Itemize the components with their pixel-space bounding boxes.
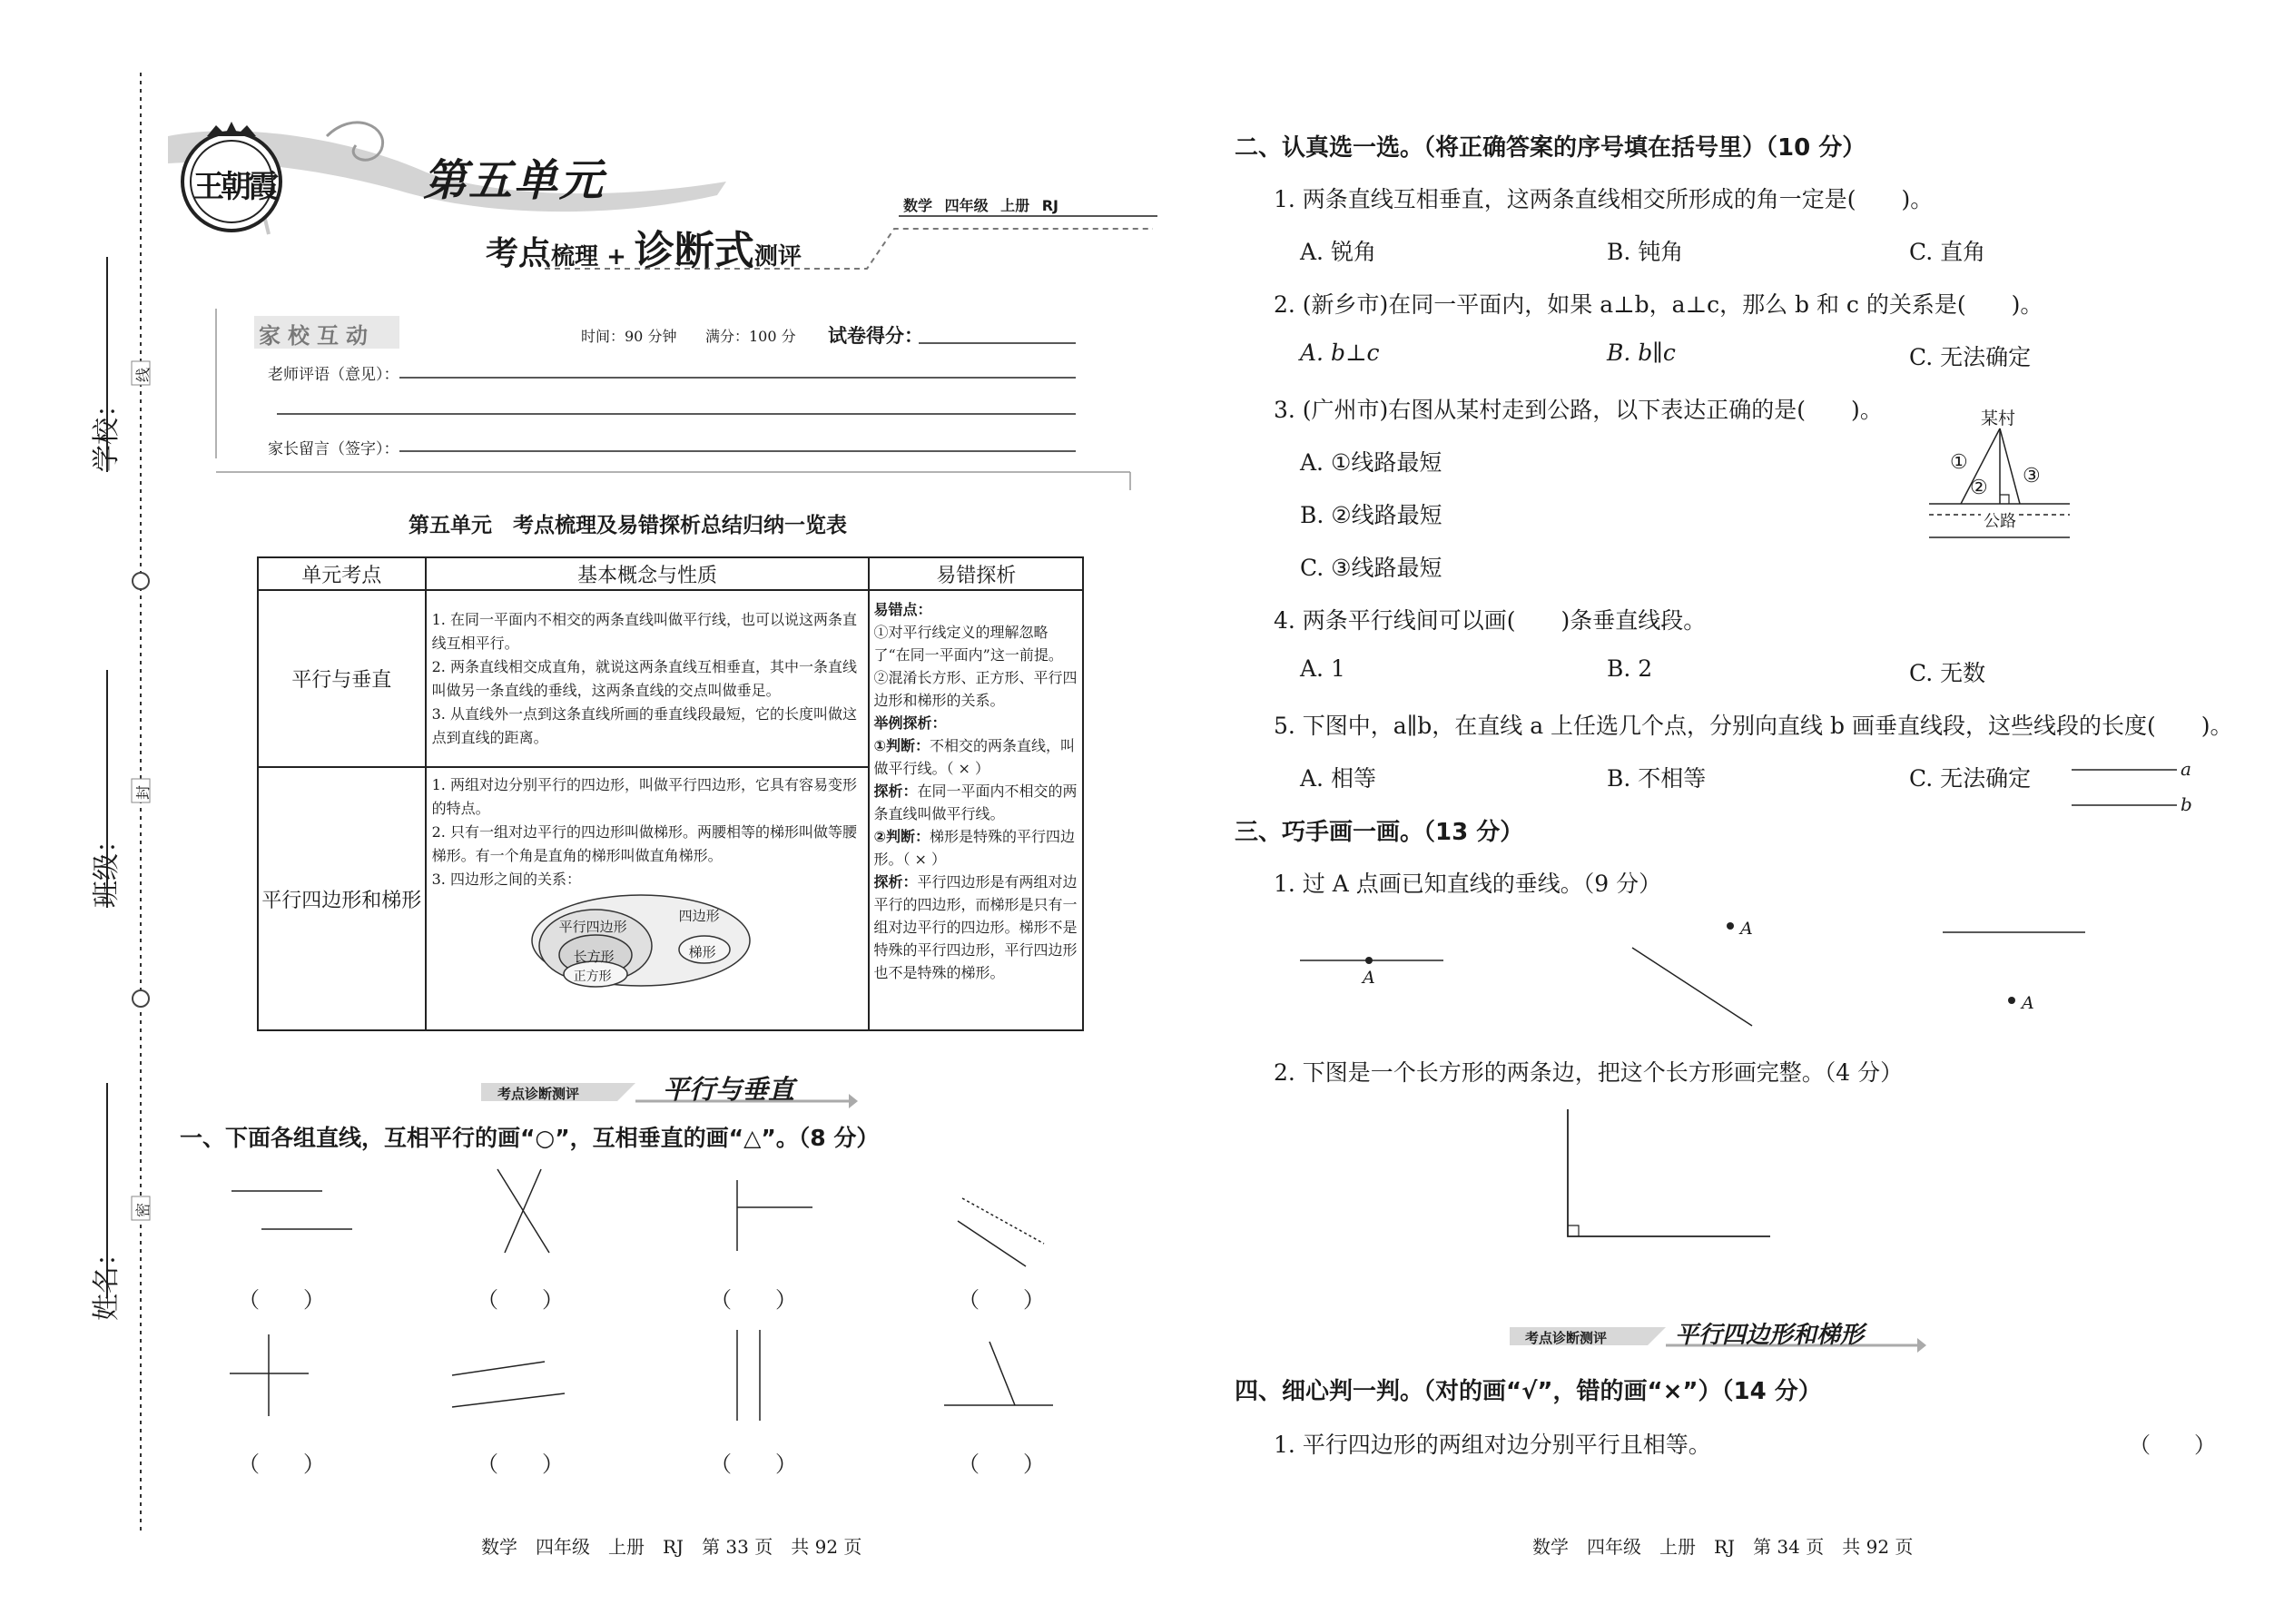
judge-2-text: 梯形是特殊的平行四边形。: [873, 828, 1076, 868]
pitfall-error-2: ②混淆长方形、正方形、平行四边形和梯形的关系。: [873, 669, 1078, 709]
topic-parallel: 平行与垂直: [258, 590, 426, 767]
score-label: 试卷得分：: [828, 325, 923, 347]
label-route-3: ③: [2023, 465, 2041, 487]
class-label: 班级：: [91, 826, 123, 908]
q3-1-stem: 1. 过 A 点画已知直线的垂线。（9 分）: [1274, 871, 1662, 897]
q2-2-option-a[interactable]: A. b⊥c: [1300, 340, 1380, 366]
judge-2-answer: （ × ）: [902, 851, 947, 868]
q2-4-stem: 4. 两条平行线间可以画( )条垂直线段。: [1274, 607, 1707, 634]
label-line-a: a: [2181, 758, 2191, 780]
label-road: 公路: [1981, 508, 2019, 532]
header-topic: 单元考点: [258, 557, 426, 590]
q4-1-answer-blank[interactable]: （ ）: [2129, 1432, 2216, 1458]
concept-item: 3. 从直线外一点到这条直线所画的垂直线段最短，它的长度叫做这点到直线的距离。: [431, 704, 857, 746]
concept-item: 1. 两组对边分别平行的四边形，叫做平行四边形，它具有容易变形的特点。: [431, 776, 857, 817]
q2-2-option-b[interactable]: B. b∥c: [1607, 340, 1676, 366]
full-score: 满分：100 分: [705, 328, 796, 345]
q2-1-option-a[interactable]: A. 锐角: [1300, 239, 1376, 265]
analysis-1-text: 在同一平面内不相交的两条直线叫做平行线。: [873, 782, 1078, 822]
point-a-label-2: A: [1740, 919, 1753, 939]
concept-item: 1. 在同一平面内不相交的两条直线叫做平行线，也可以说这两条直线互相平行。: [431, 610, 857, 652]
footer-right: 数学 四年级 上册 RJ 第 34 页 共 92 页: [1532, 1536, 1914, 1558]
label-rectangle: 长方形: [573, 949, 615, 965]
answer-blank-4[interactable]: （ ）: [958, 1287, 1045, 1313]
judge-1-text: 不相交的两条直线，叫做平行线。: [873, 737, 1076, 777]
header-concept: 基本概念与性质: [426, 557, 870, 590]
section-2-title: 二、认真选一选。（将正确答案的序号填在括号里）（10 分）: [1235, 134, 1866, 162]
q2-5-option-a[interactable]: A. 相等: [1300, 765, 1376, 792]
q4-1-stem: 1. 平行四边形的两组对边分别平行且相等。: [1274, 1432, 1711, 1458]
example-title: 举例探析：: [873, 714, 947, 732]
label-square: 正方形: [573, 969, 612, 984]
answer-blank-5[interactable]: （ ）: [238, 1452, 325, 1477]
q2-5-option-c[interactable]: C. 无法确定: [1909, 765, 2032, 792]
banner-1-title: 平行与垂直: [663, 1074, 795, 1105]
label-quadrilateral: 四边形: [678, 908, 720, 924]
answer-blank-2[interactable]: （ ）: [477, 1287, 564, 1313]
book-info: 数学 四年级 上册 RJ: [903, 197, 1058, 214]
logo: 王朝霞: [193, 169, 275, 205]
q2-2-stem: 2. (新乡市)在同一平面内，如果 a⊥b，a⊥c，那么 b 和 c 的关系是( )。: [1274, 291, 2043, 318]
q3-2-stem: 2. 下图是一个长方形的两条边，把这个长方形画完整。（4 分）: [1274, 1059, 1904, 1086]
concept-item: 2. 两条直线相交成直角，就说这两条直线互相垂直，其中一条直线叫做另一条直线的垂线，这两条直线的交点叫做垂足。: [431, 657, 857, 699]
q2-4-option-c[interactable]: C. 无数: [1909, 660, 1986, 686]
topic-quadrilateral: 平行四边形和梯形: [258, 767, 426, 1030]
pitfall-error-1: ①对平行线定义的理解忽略了“在同一平面内”这一前提。: [873, 624, 1063, 664]
home-school-badge: 家校互动: [259, 323, 375, 349]
concept-item: 2. 只有一组对边平行的四边形叫做梯形。两腰相等的梯形叫做等腰梯形。有一个角是直角的梯形叫做直角梯形。: [431, 823, 857, 864]
answer-blank-7[interactable]: （ ）: [710, 1452, 797, 1477]
header-subtitle: 考点梳理 + 诊断式测评: [486, 228, 802, 274]
banner-2-tag: 考点诊断测评: [1525, 1330, 1608, 1346]
summary-title: 第五单元 考点梳理及易错探析总结归纳一览表: [409, 514, 847, 537]
section-4-title: 四、细心判一判。（对的画“√”，错的画“×”）（14 分）: [1235, 1378, 1822, 1405]
q2-4-option-b[interactable]: B. 2: [1607, 655, 1653, 682]
judge-1-label: ①判断：: [873, 737, 930, 754]
cut-mark-secret: 密: [134, 1202, 152, 1217]
analysis-2-label: 探析：: [873, 873, 918, 891]
judge-2-label: ②判断：: [873, 828, 930, 845]
name-label: 姓名：: [91, 1239, 123, 1321]
q2-4-option-a[interactable]: A. 1: [1300, 655, 1345, 682]
cut-mark-seal: 封: [134, 784, 152, 800]
judge-1-answer: （ × ）: [946, 760, 990, 777]
pitfall-title: 易错点：: [873, 601, 932, 618]
label-parallelogram: 平行四边形: [558, 919, 627, 935]
cut-mark-line: 线: [134, 367, 152, 382]
q2-1-stem: 1. 两条直线互相垂直，这两条直线相交所形成的角一定是( )。: [1274, 186, 1934, 212]
label-line-b: b: [2181, 793, 2192, 815]
q2-5-option-b[interactable]: B. 不相等: [1607, 765, 1707, 792]
banner-2-title: 平行四边形和梯形: [1675, 1322, 1865, 1349]
school-label: 学校：: [91, 390, 123, 472]
unit-title: 第五单元: [423, 155, 605, 206]
concept-item: 3. 四边形之间的关系：: [431, 871, 581, 888]
analysis-2-text: 平行四边形是有两组对边平行的四边形，而梯形是只有一组对边平行的四边形。梯形不是特殊的平行四边形，平行四边形也不是特殊的梯形。: [873, 873, 1078, 981]
q2-1-option-b[interactable]: B. 钝角: [1607, 239, 1684, 265]
banner-1-tag: 考点诊断测评: [497, 1086, 580, 1102]
point-a-label-3: A: [2022, 993, 2034, 1013]
label-route-1: ①: [1950, 451, 1968, 474]
q2-3-option-b[interactable]: B. ②线路最短: [1300, 502, 1442, 528]
teacher-comment-label: 老师评语（意见）：: [268, 366, 399, 384]
section-3-title: 三、巧手画一画。（13 分）: [1235, 819, 1524, 846]
point-a-label-1: A: [1363, 968, 1375, 988]
answer-blank-6[interactable]: （ ）: [477, 1452, 564, 1477]
q2-5-stem: 5. 下图中，a∥b，在直线 a 上任选几个点，分别向直线 b 画垂直线段，这些线段的长度( )。: [1274, 713, 2233, 739]
q2-2-option-c[interactable]: C. 无法确定: [1909, 344, 2032, 370]
label-trapezoid: 梯形: [688, 944, 716, 960]
q2-3-option-a[interactable]: A. ①线路最短: [1300, 449, 1442, 476]
answer-blank-8[interactable]: （ ）: [958, 1452, 1045, 1477]
header-pitfall: 易错探析: [869, 557, 1083, 590]
label-route-2: ②: [1970, 477, 1988, 499]
q2-3-option-c[interactable]: C. ③线路最短: [1300, 555, 1442, 581]
answer-blank-1[interactable]: （ ）: [238, 1287, 325, 1313]
section-1-title: 一、下面各组直线，互相平行的画“○”，互相垂直的画“△”。（8 分）: [180, 1125, 880, 1151]
footer-left: 数学 四年级 上册 RJ 第 33 页 共 92 页: [481, 1536, 862, 1558]
analysis-1-label: 探析：: [873, 782, 918, 800]
answer-blank-3[interactable]: （ ）: [710, 1287, 797, 1313]
label-village: 某村: [1981, 408, 2016, 428]
q2-3-stem: 3. (广州市)右图从某村走到公路，以下表达正确的是( )。: [1274, 397, 1883, 423]
q2-1-option-c[interactable]: C. 直角: [1909, 239, 1986, 265]
exam-time: 时间：90 分钟: [581, 328, 677, 345]
parent-message-label: 家长留言（签字）：: [268, 440, 399, 458]
